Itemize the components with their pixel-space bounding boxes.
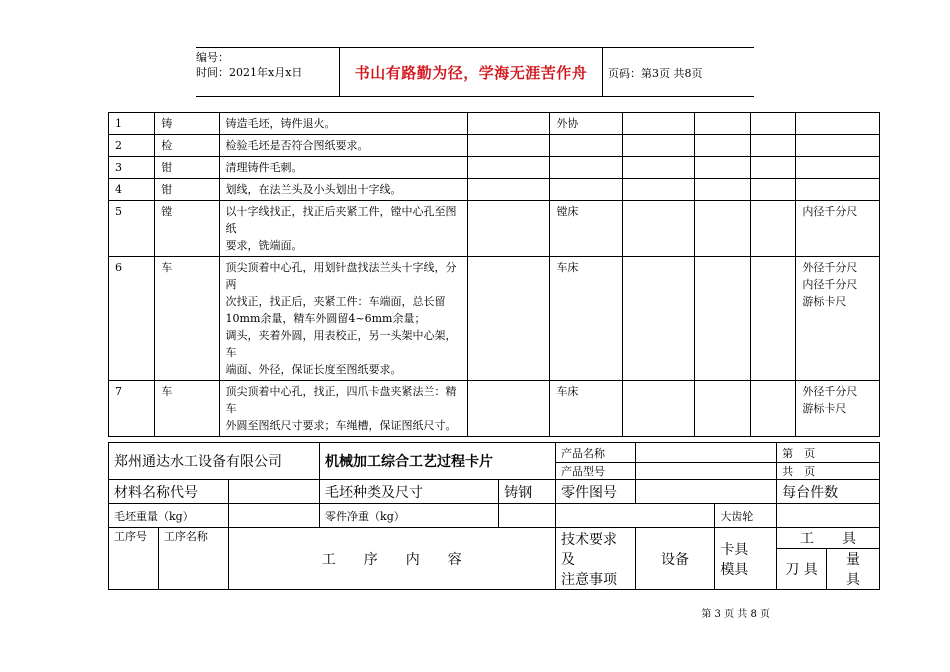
step-gauges bbox=[796, 257, 880, 381]
step-equipment: 外协 bbox=[550, 113, 623, 135]
blank-type-value: 铸钢 bbox=[499, 480, 556, 504]
step-fixtures bbox=[623, 135, 695, 157]
step-cutting-tools bbox=[695, 257, 751, 381]
blank-type-label: 毛坯种类及尺寸 bbox=[320, 480, 499, 504]
company-name: 郑州通达水工设备有限公司 bbox=[109, 443, 320, 480]
step-gauges bbox=[796, 179, 880, 201]
step-gauge-item: 内径千分尺 bbox=[802, 205, 858, 218]
step-number: 7 bbox=[109, 381, 155, 437]
step-gauge-item: 外径千分尺 bbox=[802, 385, 858, 398]
document-date: 时间：2021年x月x日 bbox=[196, 66, 303, 79]
step-cutting-tools bbox=[695, 135, 751, 157]
table-row bbox=[109, 157, 880, 179]
step-name: 检 bbox=[155, 135, 219, 157]
step-fixtures bbox=[623, 157, 695, 179]
product-name-label: 产品名称 bbox=[556, 443, 636, 463]
material-code-label: 材料名称代号 bbox=[109, 480, 229, 504]
step-tech-requirements bbox=[468, 157, 550, 179]
col-fixture-line-2: 模具 bbox=[720, 561, 749, 578]
step-cutting-tools bbox=[695, 113, 751, 135]
part-drawing-label: 零件图号 bbox=[556, 480, 636, 504]
step-name: 镗 bbox=[155, 201, 219, 257]
col-tech-line-2: 注意事项 bbox=[561, 571, 617, 588]
page-number-label: 第 页 bbox=[777, 443, 880, 463]
step-content bbox=[219, 113, 468, 135]
net-weight-label: 零件净重（kg） bbox=[320, 504, 499, 528]
header-page-info: 页码：第3页 共8页 bbox=[608, 67, 703, 80]
step-tech-requirements bbox=[468, 381, 550, 437]
part-name-extra bbox=[777, 504, 880, 528]
step-gauge-item: 外径千分尺 bbox=[802, 261, 858, 274]
col-process-name: 工序名称 bbox=[158, 528, 228, 590]
step-content-line: 以十字线找正，找正后夹紧工件，镗中心孔至图纸 bbox=[225, 205, 457, 235]
step-content-line: 检验毛坯是否符合图纸要求。 bbox=[225, 139, 369, 152]
step-fixtures bbox=[623, 381, 695, 437]
step-name: 车 bbox=[155, 257, 219, 381]
card-title: 机械加工综合工艺过程卡片 bbox=[320, 443, 556, 480]
header-left-block bbox=[196, 50, 339, 80]
product-name-value bbox=[635, 443, 776, 463]
table-row bbox=[109, 113, 880, 135]
step-name: 车 bbox=[155, 381, 219, 437]
part-name-value: 大齿轮 bbox=[715, 504, 777, 528]
step-cutting-tools bbox=[695, 381, 751, 437]
step-spare bbox=[751, 135, 796, 157]
step-gauge-item: 内径千分尺 bbox=[802, 278, 858, 291]
step-spare bbox=[751, 113, 796, 135]
part-name-spacer bbox=[556, 504, 715, 528]
step-tech-requirements bbox=[468, 135, 550, 157]
step-number: 1 bbox=[109, 113, 155, 135]
table-row bbox=[109, 179, 880, 201]
col-tech-requirements bbox=[556, 528, 636, 590]
step-gauges bbox=[796, 113, 880, 135]
header-motto: 书山有路勤为径，学海无涯苦作舟 bbox=[339, 47, 603, 97]
step-number: 2 bbox=[109, 135, 155, 157]
step-content-line: 10mm余量，精车外圆留4~6mm余量； bbox=[225, 312, 426, 325]
step-name: 钳 bbox=[155, 157, 219, 179]
step-content-line: 铸造毛坯，铸件退火。 bbox=[225, 117, 336, 130]
step-number: 4 bbox=[109, 179, 155, 201]
net-weight-value bbox=[499, 504, 556, 528]
part-drawing-value bbox=[635, 480, 776, 504]
step-equipment bbox=[550, 135, 623, 157]
step-content bbox=[219, 201, 468, 257]
step-content bbox=[219, 381, 468, 437]
col-process-content: 工 序 内 容 bbox=[228, 528, 555, 590]
col-tools: 工 具 bbox=[777, 528, 880, 549]
step-tech-requirements bbox=[468, 201, 550, 257]
step-gauges bbox=[796, 381, 880, 437]
material-code-value bbox=[228, 480, 320, 504]
step-gauge-item: 游标卡尺 bbox=[802, 295, 847, 308]
step-content bbox=[219, 135, 468, 157]
step-fixtures bbox=[623, 179, 695, 201]
step-equipment bbox=[550, 179, 623, 201]
process-steps-table bbox=[108, 112, 880, 437]
blank-weight-value bbox=[228, 504, 320, 528]
step-tech-requirements bbox=[468, 113, 550, 135]
step-spare bbox=[751, 381, 796, 437]
step-equipment: 车床 bbox=[550, 257, 623, 381]
page-footer: 第 3 页 共 8 页 bbox=[701, 609, 770, 620]
step-gauge-item: 游标卡尺 bbox=[802, 402, 847, 415]
step-cutting-tools bbox=[695, 179, 751, 201]
product-model-value bbox=[635, 463, 776, 480]
document-number-label: 编号： bbox=[196, 51, 229, 64]
step-fixtures bbox=[623, 113, 695, 135]
per-unit-label: 每台件数 bbox=[777, 480, 880, 504]
step-content-line: 顶尖顶着中心孔，找正，四爪卡盘夹紧法兰：精车 bbox=[225, 385, 457, 415]
col-fixture-line-1: 卡具 bbox=[720, 541, 749, 558]
step-content-line: 端面、外径，保证长度至图纸要求。 bbox=[225, 363, 402, 376]
step-content bbox=[219, 257, 468, 381]
process-steps-body bbox=[109, 113, 880, 437]
col-equipment: 设备 bbox=[635, 528, 715, 590]
step-content-line: 次找正，找正后，夹紧工件：车端面，总长留 bbox=[225, 295, 446, 308]
step-tech-requirements bbox=[468, 257, 550, 381]
step-name: 钳 bbox=[155, 179, 219, 201]
document-header bbox=[196, 47, 754, 97]
step-gauges bbox=[796, 135, 880, 157]
step-content-line: 调头，夹着外圆，用表校正，另一头架中心架，车 bbox=[225, 329, 457, 359]
step-equipment: 车床 bbox=[550, 381, 623, 437]
step-equipment bbox=[550, 157, 623, 179]
step-content-line: 外圆至图纸尺寸要求；车绳槽，保证图纸尺寸。 bbox=[225, 419, 457, 432]
col-fixtures bbox=[715, 528, 777, 590]
col-gauges: 量 具 bbox=[826, 549, 879, 590]
step-number: 6 bbox=[109, 257, 155, 381]
col-process-no: 工序号 bbox=[109, 528, 159, 590]
product-model-label: 产品型号 bbox=[556, 463, 636, 480]
step-content-line: 清理铸件毛刺。 bbox=[225, 161, 303, 174]
table-row bbox=[109, 135, 880, 157]
page-total-label: 共 页 bbox=[777, 463, 880, 480]
step-spare bbox=[751, 257, 796, 381]
step-content bbox=[219, 157, 468, 179]
step-gauges bbox=[796, 201, 880, 257]
step-content-line: 要求，铣端面。 bbox=[225, 239, 303, 252]
table-row bbox=[109, 201, 880, 257]
step-spare bbox=[751, 179, 796, 201]
step-content bbox=[219, 179, 468, 201]
step-gauges bbox=[796, 157, 880, 179]
step-number: 3 bbox=[109, 157, 155, 179]
step-tech-requirements bbox=[468, 179, 550, 201]
blank-weight-label: 毛坯重量（kg） bbox=[109, 504, 229, 528]
step-cutting-tools bbox=[695, 201, 751, 257]
step-spare bbox=[751, 157, 796, 179]
table-row bbox=[109, 257, 880, 381]
step-cutting-tools bbox=[695, 157, 751, 179]
col-tech-line-1: 技术要求及 bbox=[561, 531, 617, 568]
step-name: 铸 bbox=[155, 113, 219, 135]
step-spare bbox=[751, 201, 796, 257]
step-fixtures bbox=[623, 257, 695, 381]
process-card-table bbox=[108, 442, 888, 590]
step-equipment: 镗床 bbox=[550, 201, 623, 257]
step-content-line: 划线，在法兰头及小头划出十字线。 bbox=[225, 183, 402, 196]
step-fixtures bbox=[623, 201, 695, 257]
table-row bbox=[109, 381, 880, 437]
step-content-line: 顶尖顶着中心孔，用划针盘找法兰头十字线，分两 bbox=[225, 261, 457, 291]
col-cutting-tools: 刀 具 bbox=[777, 549, 827, 590]
step-number: 5 bbox=[109, 201, 155, 257]
